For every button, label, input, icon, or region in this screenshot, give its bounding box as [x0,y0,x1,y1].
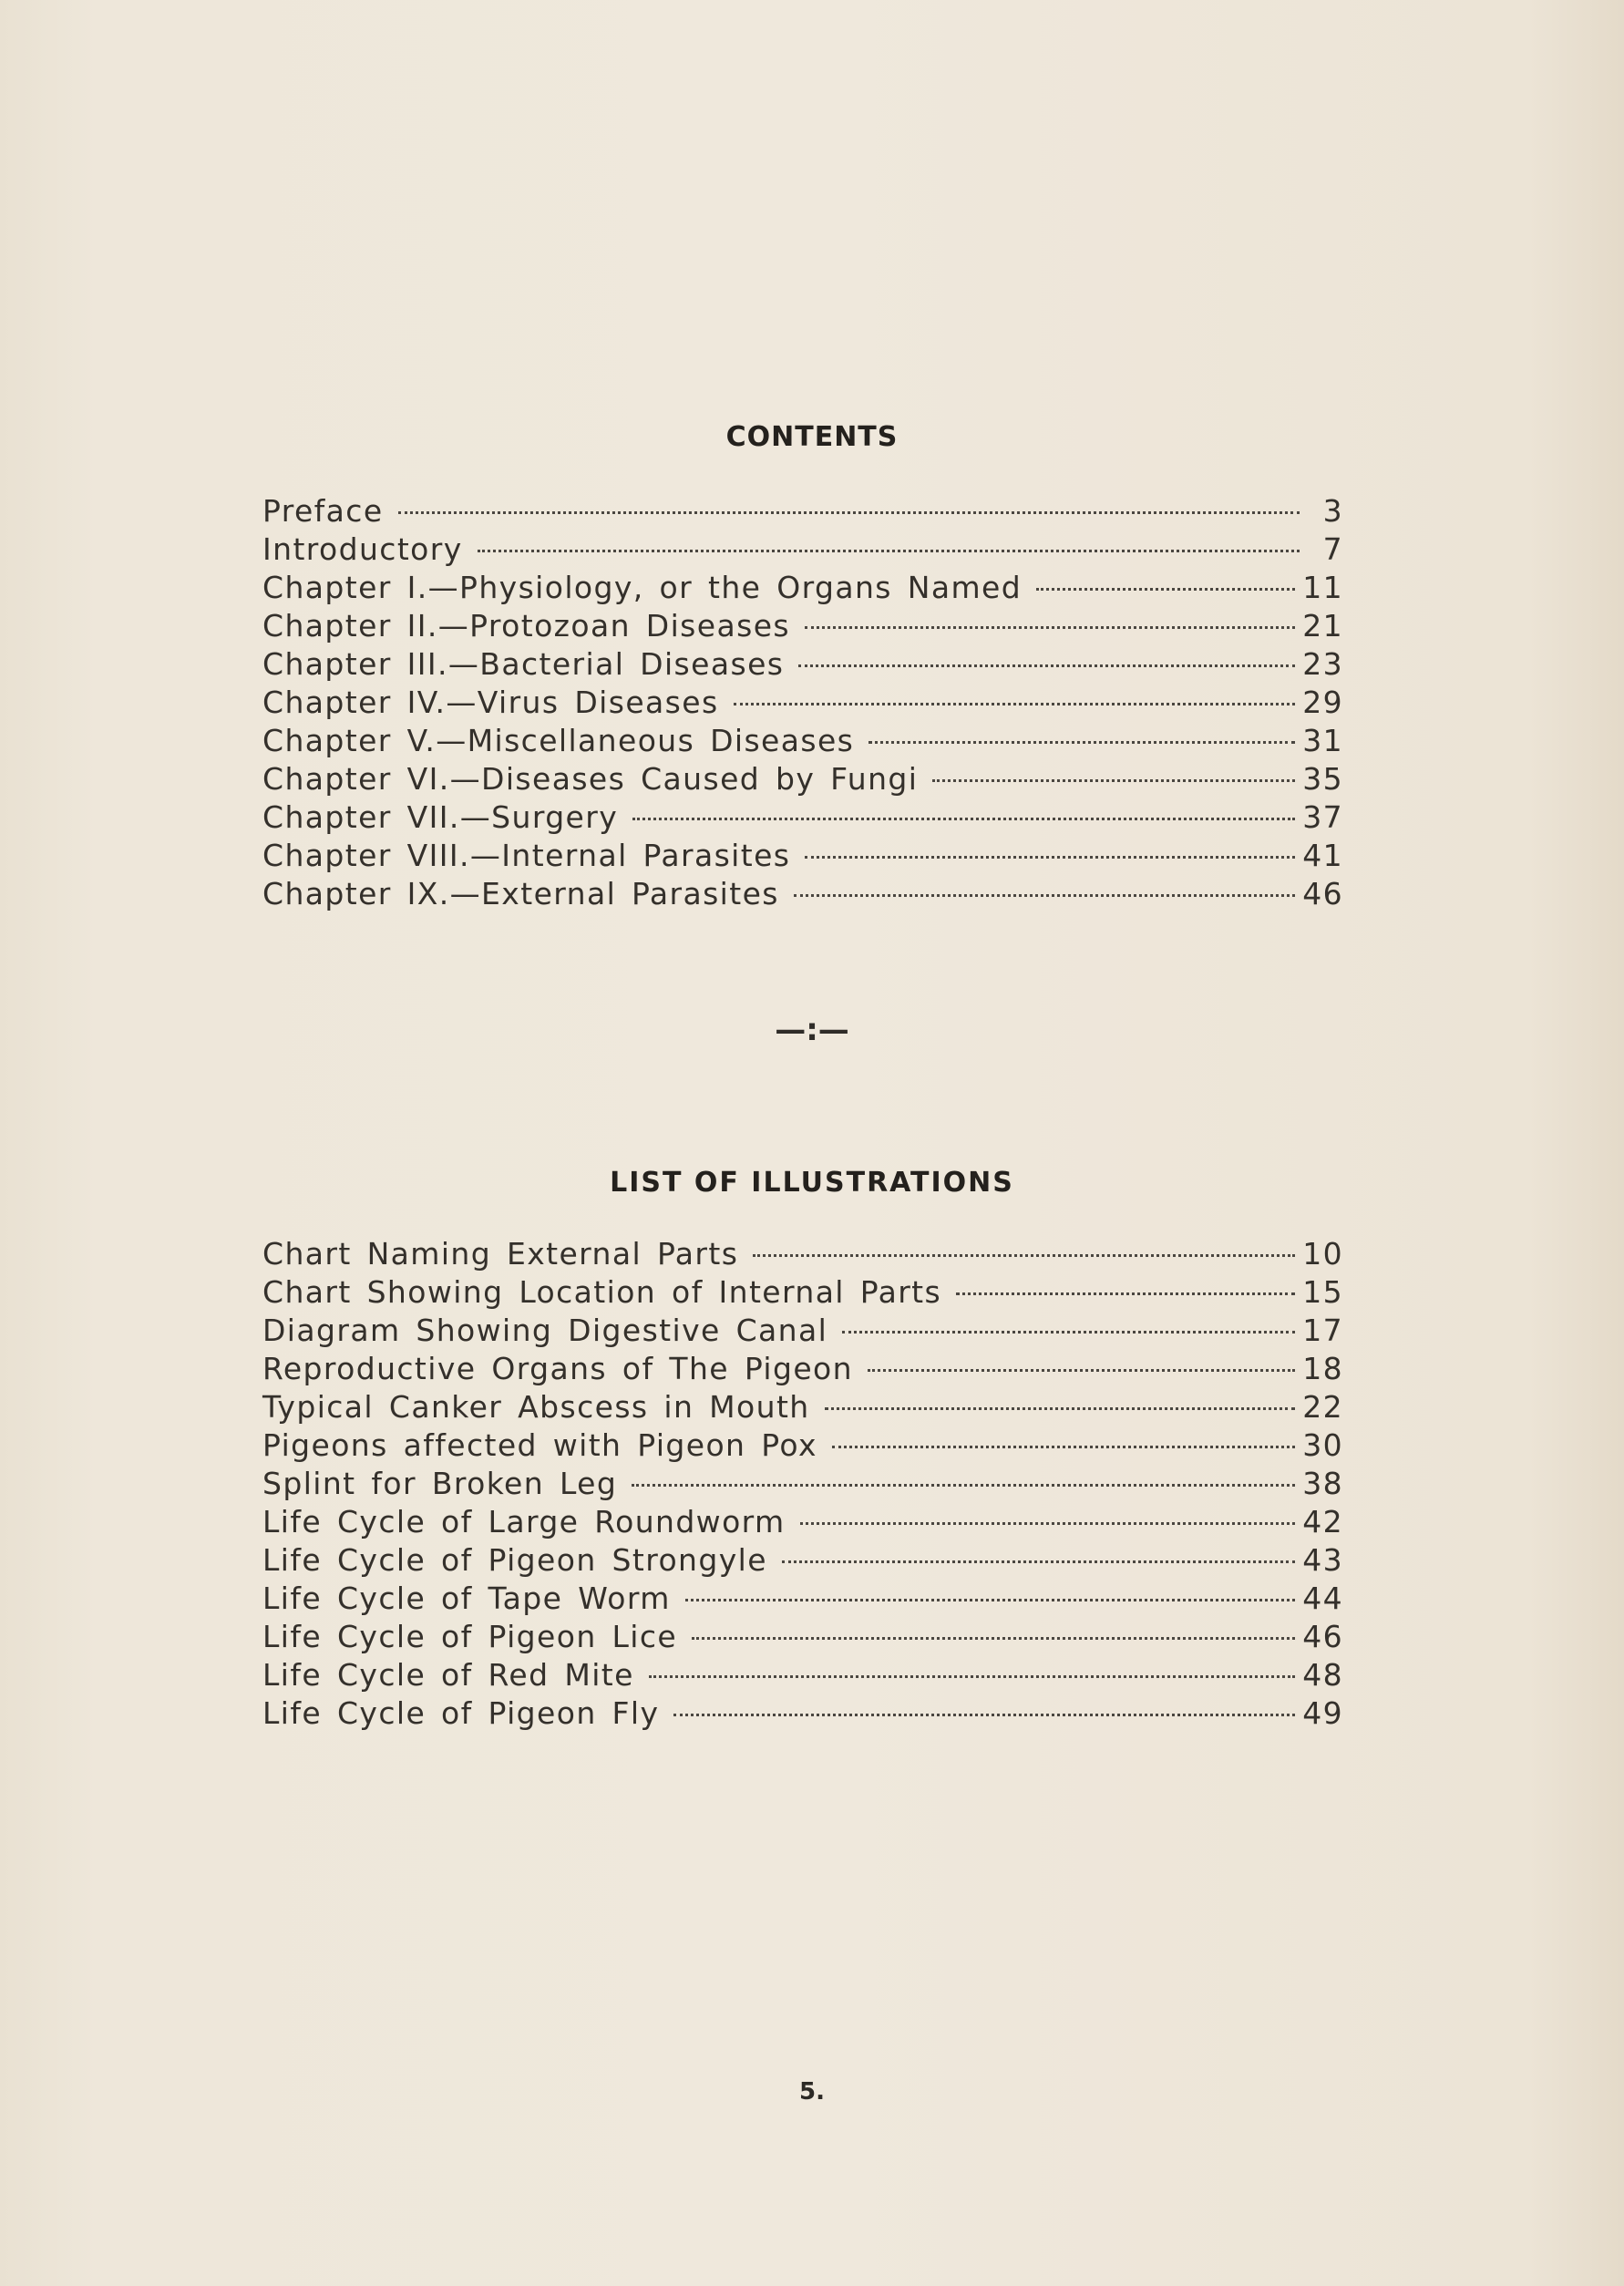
entry-page-number: 38 [1302,1466,1343,1501]
contents-entry [262,607,1343,645]
entry-page-number: 49 [1302,1695,1343,1731]
dot-leader [956,1292,1295,1295]
entry-page-number: 21 [1302,608,1343,644]
illustration-entry [262,1694,1343,1733]
dot-leader [825,1407,1296,1410]
entry-title: Introductory [262,531,463,567]
contents-entry [262,645,1343,684]
dot-leader [794,894,1295,897]
dot-leader [869,741,1295,744]
illustration-entry [262,1312,1343,1350]
entry-page-number: 41 [1302,838,1343,873]
illustration-entry [262,1618,1343,1656]
contents-entry [262,875,1343,913]
entry-title: Chapter II.—Protozoan Diseases [262,608,790,644]
illustrations-heading: LIST OF ILLUSTRATIONS [610,1167,1014,1199]
contents-entry [262,837,1343,875]
entry-title: Life Cycle of Large Roundworm [262,1504,786,1539]
entry-title: Chapter IX.—External Parasites [262,876,779,911]
illustration-entry [262,1388,1343,1426]
entry-title: Life Cycle of Pigeon Strongyle [262,1542,767,1578]
entry-title: Chapter IV.—Virus Diseases [262,685,719,720]
dot-leader [673,1714,1295,1716]
illustration-entry [262,1426,1343,1465]
entry-page-number: 7 [1322,531,1343,567]
dot-leader [685,1599,1295,1601]
contents-entry [262,760,1343,798]
entry-title: Chapter VI.—Diseases Caused by Fungi [262,761,919,797]
contents-entry [262,492,1343,530]
entry-title: Life Cycle of Tape Worm [262,1581,671,1616]
entry-page-number: 31 [1302,723,1343,758]
entry-page-number: 17 [1302,1313,1343,1348]
dot-leader [868,1369,1295,1372]
dot-leader [632,1484,1295,1487]
entry-title: Preface [262,493,384,529]
dot-leader [734,703,1296,705]
entry-page-number: 11 [1302,570,1343,605]
entry-page-number: 46 [1302,1619,1343,1654]
entry-page-number: 30 [1302,1427,1343,1463]
entry-title: Chapter V.—Miscellaneous Diseases [262,723,855,758]
entry-page-number: 15 [1302,1274,1343,1310]
entry-title: Chapter VIII.—Internal Parasites [262,838,791,873]
entry-title: Chart Showing Location of Internal Parts [262,1274,942,1310]
page-number: 5. [799,2078,825,2106]
entry-title: Typical Canker Abscess in Mouth [262,1389,810,1425]
contents-entry [262,684,1343,722]
contents-entry [262,722,1343,760]
illustration-entry [262,1350,1343,1388]
dot-leader [842,1331,1295,1334]
illustration-entry [262,1580,1343,1618]
entry-page-number: 10 [1302,1236,1343,1272]
illustration-entry [262,1465,1343,1503]
section-separator: —:— [775,1012,849,1048]
dot-leader [932,779,1295,782]
dot-leader [782,1560,1295,1563]
entry-page-number: 48 [1302,1657,1343,1693]
contents-entry [262,530,1343,569]
dot-leader [753,1254,1295,1257]
illustration-entry [262,1503,1343,1541]
entry-title: Pigeons affected with Pigeon Pox [262,1427,817,1463]
contents-entry [262,798,1343,837]
entry-title: Life Cycle of Pigeon Lice [262,1619,678,1654]
illustration-entry [262,1235,1343,1273]
entry-page-number: 22 [1302,1389,1343,1425]
entry-title: Diagram Showing Digestive Canal [262,1313,828,1348]
dot-leader [1036,588,1295,591]
illustration-entry [262,1656,1343,1694]
entry-title: Chapter III.—Bacterial Diseases [262,646,785,682]
entry-title: Life Cycle of Pigeon Fly [262,1695,660,1731]
entry-title: Reproductive Organs of The Pigeon [262,1351,853,1386]
dot-leader [692,1637,1295,1640]
entry-title: Splint for Broken Leg [262,1466,618,1501]
entry-page-number: 23 [1302,646,1343,682]
entry-title: Life Cycle of Red Mite [262,1657,634,1693]
illustration-entry [262,1273,1343,1312]
entry-page-number: 43 [1302,1542,1343,1578]
contents-list [262,492,1343,913]
entry-title: Chapter I.—Physiology, or the Organs Named [262,570,1023,605]
entry-page-number: 44 [1302,1581,1343,1616]
dot-leader [805,856,1295,859]
illustrations-list [262,1235,1343,1733]
dot-leader [832,1446,1295,1448]
entry-page-number: 42 [1302,1504,1343,1539]
entry-page-number: 29 [1302,685,1343,720]
dot-leader [398,511,1300,514]
entry-title: Chart Naming External Parts [262,1236,739,1272]
contents-entry [262,569,1343,607]
entry-page-number: 46 [1302,876,1343,911]
dot-leader [805,626,1295,629]
illustration-entry [262,1541,1343,1580]
entry-title: Chapter VII.—Surgery [262,799,619,835]
entry-page-number: 3 [1322,493,1343,529]
dot-leader [632,818,1295,820]
dot-leader [478,550,1300,552]
entry-page-number: 35 [1302,761,1343,797]
entry-page-number: 18 [1302,1351,1343,1386]
dot-leader [800,1522,1296,1525]
dot-leader [649,1675,1295,1678]
dot-leader [798,664,1295,667]
entry-page-number: 37 [1302,799,1343,835]
contents-heading: CONTENTS [725,421,899,453]
